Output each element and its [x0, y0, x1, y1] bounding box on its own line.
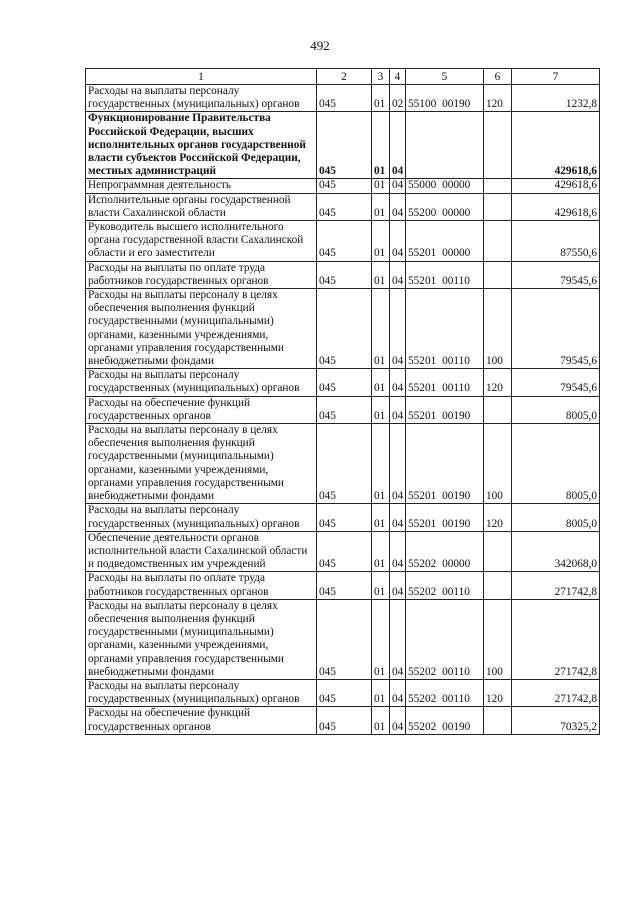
- ved-code-cell: 045: [317, 572, 372, 599]
- amount-cell: 342068,0: [512, 531, 600, 572]
- ved-code-cell: 045: [317, 531, 372, 572]
- ved-code-cell: 045: [317, 707, 372, 734]
- subsection-code-cell: 04: [390, 112, 406, 179]
- ved-code-cell: 045: [317, 504, 372, 531]
- section-code-cell: 01: [372, 531, 390, 572]
- ved-code-cell: 045: [317, 261, 372, 288]
- table-row: [86, 531, 600, 572]
- target-article-cell: 55201 00110: [406, 261, 484, 288]
- subsection-code-cell: 04: [390, 369, 406, 396]
- amount-cell: 8005,0: [512, 504, 600, 531]
- table-row: [86, 112, 600, 179]
- expense-type-cell: [484, 707, 512, 734]
- expense-type-cell: [484, 112, 512, 179]
- subsection-code-cell: 04: [390, 679, 406, 706]
- table-row: [86, 193, 600, 220]
- name-cell: Расходы на выплаты персоналу в целях обеспечения выполнения функций государственными (муниципальными) органами, казенными учреждениями, органами управления государственными внебюджетными фондами: [86, 599, 317, 679]
- table-row: [86, 707, 600, 734]
- amount-cell: 1232,8: [512, 85, 600, 112]
- table-row: [86, 179, 600, 193]
- section-code-cell: 01: [372, 369, 390, 396]
- column-header: 1: [86, 69, 317, 85]
- section-code-cell: 01: [372, 504, 390, 531]
- amount-cell: 271742,8: [512, 679, 600, 706]
- target-article-cell: 55201 00190: [406, 396, 484, 423]
- target-article-cell: 55000 00000: [406, 179, 484, 193]
- section-code-cell: 01: [372, 679, 390, 706]
- amount-cell: 87550,6: [512, 221, 600, 262]
- target-article-cell: 55202 00110: [406, 599, 484, 679]
- ved-code-cell: 045: [317, 179, 372, 193]
- target-article-cell: 55100 00190: [406, 85, 484, 112]
- target-article-cell: 55201 00110: [406, 289, 484, 369]
- budget-table: [85, 68, 600, 735]
- section-code-cell: 01: [372, 193, 390, 220]
- expense-type-cell: 120: [484, 369, 512, 396]
- ved-code-cell: 045: [317, 369, 372, 396]
- section-code-cell: 01: [372, 85, 390, 112]
- table-row: [86, 289, 600, 369]
- ved-code-cell: 045: [317, 221, 372, 262]
- expense-type-cell: 120: [484, 679, 512, 706]
- subsection-code-cell: 04: [390, 572, 406, 599]
- name-cell: Расходы на выплаты по оплате труда работников государственных органов: [86, 261, 317, 288]
- column-header: 3: [372, 69, 390, 85]
- target-article-cell: 55200 00000: [406, 193, 484, 220]
- name-cell: Расходы на выплаты персоналу государственных (муниципальных) органов: [86, 679, 317, 706]
- target-article-cell: 55201 00110: [406, 369, 484, 396]
- target-article-cell: [406, 112, 484, 179]
- column-header: 5: [406, 69, 484, 85]
- amount-cell: 8005,0: [512, 396, 600, 423]
- column-header: 2: [317, 69, 372, 85]
- name-cell: Расходы на выплаты персоналу в целях обеспечения выполнения функций государственными (муниципальными) органами, казенными учреждениями, органами управления государственными внебюджетными фондами: [86, 289, 317, 369]
- subsection-code-cell: 04: [390, 221, 406, 262]
- page-number: 492: [310, 38, 330, 53]
- section-code-cell: 01: [372, 572, 390, 599]
- table-row: [86, 504, 600, 531]
- column-header: 7: [512, 69, 600, 85]
- ved-code-cell: 045: [317, 193, 372, 220]
- expense-type-cell: 120: [484, 85, 512, 112]
- name-cell: Непрограммная деятельность: [86, 179, 317, 193]
- section-code-cell: 01: [372, 289, 390, 369]
- ved-code-cell: 045: [317, 599, 372, 679]
- expense-type-cell: [484, 179, 512, 193]
- expense-type-cell: 120: [484, 504, 512, 531]
- expense-type-cell: [484, 572, 512, 599]
- amount-cell: 271742,8: [512, 599, 600, 679]
- ved-code-cell: 045: [317, 679, 372, 706]
- target-article-cell: 55202 00000: [406, 531, 484, 572]
- section-code-cell: 01: [372, 179, 390, 193]
- name-cell: Расходы на обеспечение функций государственных органов: [86, 707, 317, 734]
- table-row: [86, 599, 600, 679]
- subsection-code-cell: 04: [390, 599, 406, 679]
- target-article-cell: 55202 00190: [406, 707, 484, 734]
- subsection-code-cell: 04: [390, 261, 406, 288]
- name-cell: Расходы на выплаты персоналу государственных (муниципальных) органов: [86, 369, 317, 396]
- name-cell: Расходы на выплаты персоналу государственных (муниципальных) органов: [86, 504, 317, 531]
- subsection-code-cell: 04: [390, 193, 406, 220]
- subsection-code-cell: 04: [390, 707, 406, 734]
- target-article-cell: 55202 00110: [406, 572, 484, 599]
- target-article-cell: 55202 00110: [406, 679, 484, 706]
- table-row: [86, 369, 600, 396]
- ved-code-cell: 045: [317, 396, 372, 423]
- table-row: [86, 261, 600, 288]
- expense-type-cell: [484, 531, 512, 572]
- expense-type-cell: [484, 221, 512, 262]
- table-row: [86, 572, 600, 599]
- table-row: [86, 221, 600, 262]
- ved-code-cell: 045: [317, 424, 372, 504]
- table-row: [86, 679, 600, 706]
- column-header: 6: [484, 69, 512, 85]
- subsection-code-cell: 04: [390, 396, 406, 423]
- section-code-cell: 01: [372, 707, 390, 734]
- subsection-code-cell: 04: [390, 289, 406, 369]
- section-code-cell: 01: [372, 424, 390, 504]
- header-row: [86, 69, 600, 85]
- expense-type-cell: [484, 261, 512, 288]
- amount-cell: 79545,6: [512, 369, 600, 396]
- name-cell: Расходы на выплаты персоналу государственных (муниципальных) органов: [86, 85, 317, 112]
- target-article-cell: 55201 00000: [406, 221, 484, 262]
- name-cell: Руководитель высшего исполнительного органа государственной власти Сахалинской области и его заместители: [86, 221, 317, 262]
- name-cell: Расходы на выплаты по оплате труда работников государственных органов: [86, 572, 317, 599]
- table-row: [86, 85, 600, 112]
- expense-type-cell: [484, 193, 512, 220]
- table-row: [86, 424, 600, 504]
- expense-type-cell: [484, 396, 512, 423]
- amount-cell: 79545,6: [512, 289, 600, 369]
- name-cell: Исполнительные органы государственной власти Сахалинской области: [86, 193, 317, 220]
- ved-code-cell: 045: [317, 112, 372, 179]
- column-header: 4: [390, 69, 406, 85]
- name-cell: Функционирование Правительства Российской Федерации, высших исполнительных органов государственной власти субъектов Российской Федерации, местных администраций: [86, 112, 317, 179]
- subsection-code-cell: 04: [390, 531, 406, 572]
- amount-cell: 429618,6: [512, 193, 600, 220]
- target-article-cell: 55201 00190: [406, 424, 484, 504]
- expense-type-cell: 100: [484, 289, 512, 369]
- section-code-cell: 01: [372, 112, 390, 179]
- expense-type-cell: 100: [484, 424, 512, 504]
- amount-cell: 70325,2: [512, 707, 600, 734]
- name-cell: Расходы на выплаты персоналу в целях обеспечения выполнения функций государственными (муниципальными) органами, казенными учреждениями, органами управления государственными внебюджетными фондами: [86, 424, 317, 504]
- amount-cell: 429618,6: [512, 112, 600, 179]
- expense-type-cell: 100: [484, 599, 512, 679]
- amount-cell: 429618,6: [512, 179, 600, 193]
- subsection-code-cell: 04: [390, 424, 406, 504]
- target-article-cell: 55201 00190: [406, 504, 484, 531]
- section-code-cell: 01: [372, 221, 390, 262]
- section-code-cell: 01: [372, 396, 390, 423]
- section-code-cell: 01: [372, 599, 390, 679]
- name-cell: Обеспечение деятельности органов исполнительной власти Сахалинской области и подведомственных им учреждений: [86, 531, 317, 572]
- subsection-code-cell: 02: [390, 85, 406, 112]
- name-cell: Расходы на обеспечение функций государственных органов: [86, 396, 317, 423]
- table-row: [86, 396, 600, 423]
- ved-code-cell: 045: [317, 85, 372, 112]
- amount-cell: 8005,0: [512, 424, 600, 504]
- amount-cell: 79545,6: [512, 261, 600, 288]
- section-code-cell: 01: [372, 261, 390, 288]
- subsection-code-cell: 04: [390, 504, 406, 531]
- subsection-code-cell: 04: [390, 179, 406, 193]
- amount-cell: 271742,8: [512, 572, 600, 599]
- ved-code-cell: 045: [317, 289, 372, 369]
